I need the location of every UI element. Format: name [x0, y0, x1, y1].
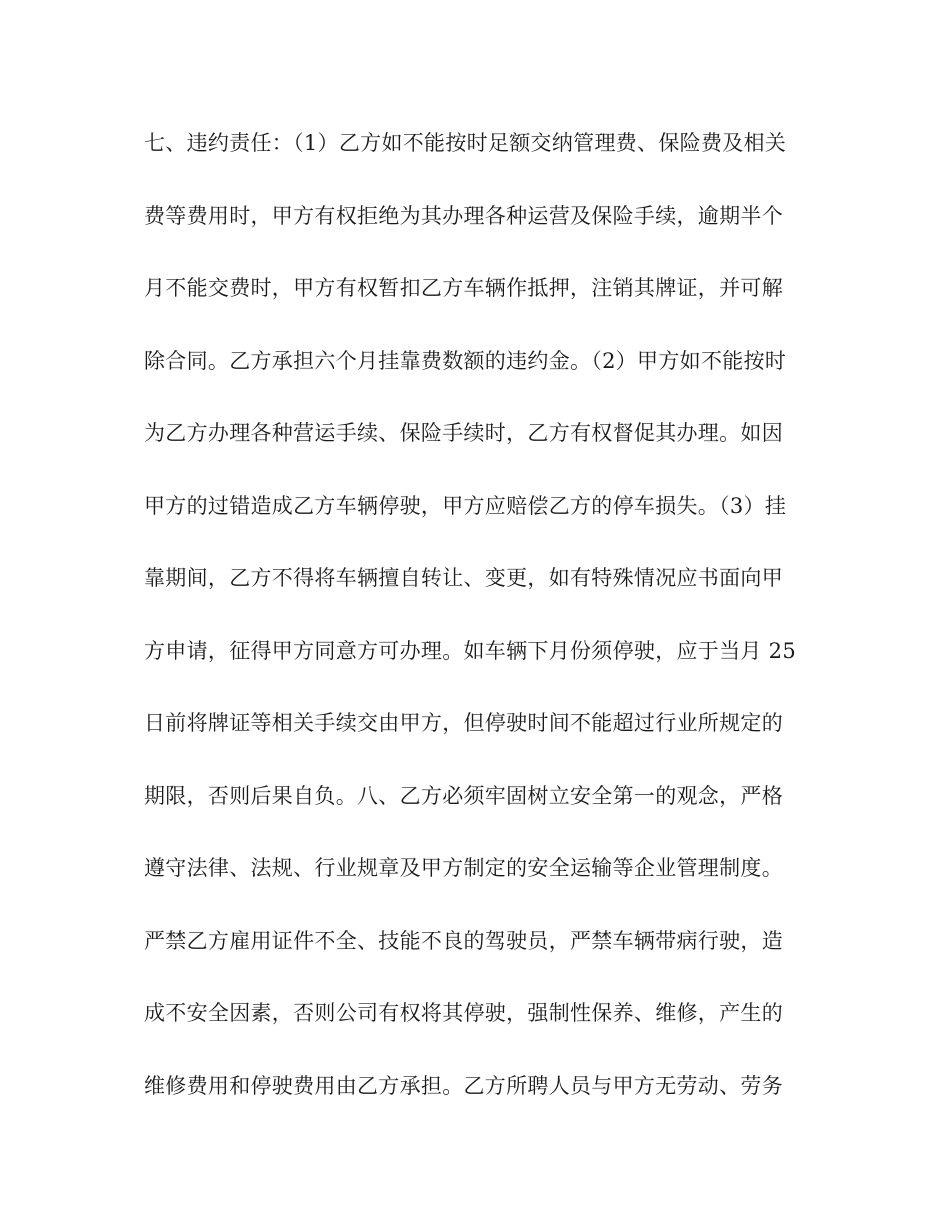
text-line: 遵守法律、法规、行业规章及甲方制定的安全运输等企业管理制度。 [144, 856, 783, 880]
text-line: 日前将牌证等相关手续交由甲方，但停驶时间不能超过行业所规定的 [144, 711, 783, 735]
contract-body-text [144, 120, 824, 1135]
text-line: 费等费用时，甲方有权拒绝为其办理各种运营及保险手续，逾期半个 [144, 203, 783, 228]
text-line: 严禁乙方雇用证件不全、技能不良的驾驶员，严禁车辆带病行驶，造 [144, 928, 783, 953]
text-line: 维修费用和停驶费用由乙方承担。乙方所聘人员与甲方无劳动、劳务 [144, 1073, 783, 1098]
text-line: 方申请，征得甲方同意方可办理。如车辆下月份须停驶，应于当月 25 [144, 638, 796, 663]
text-line: 为乙方办理各种营运手续、保险手续时，乙方有权督促其办理。如因 [144, 421, 783, 445]
text-line: 成不安全因素，否则公司有权将其停驶，强制性保养、维修，产生的 [144, 1001, 783, 1025]
text-line: 七、违约责任：（1）乙方如不能按时足额交纳管理费、保险费及相关 [144, 131, 787, 155]
text-line: 月不能交费时，甲方有权暂扣乙方车辆作抵押，注销其牌证，并可解 [144, 276, 783, 300]
text-line: 靠期间，乙方不得将车辆擅自转让、变更，如有特殊情况应书面向甲 [144, 566, 783, 590]
text-line: 除合同。乙方承担六个月挂靠费数额的违约金。（2）甲方如不能按时 [144, 348, 787, 373]
text-line: 期限，否则后果自负。八、乙方必须牢固树立安全第一的观念，严格 [144, 783, 783, 808]
text-line: 甲方的过错造成乙方车辆停驶，甲方应赔偿乙方的停车损失。（3）挂 [144, 493, 787, 518]
